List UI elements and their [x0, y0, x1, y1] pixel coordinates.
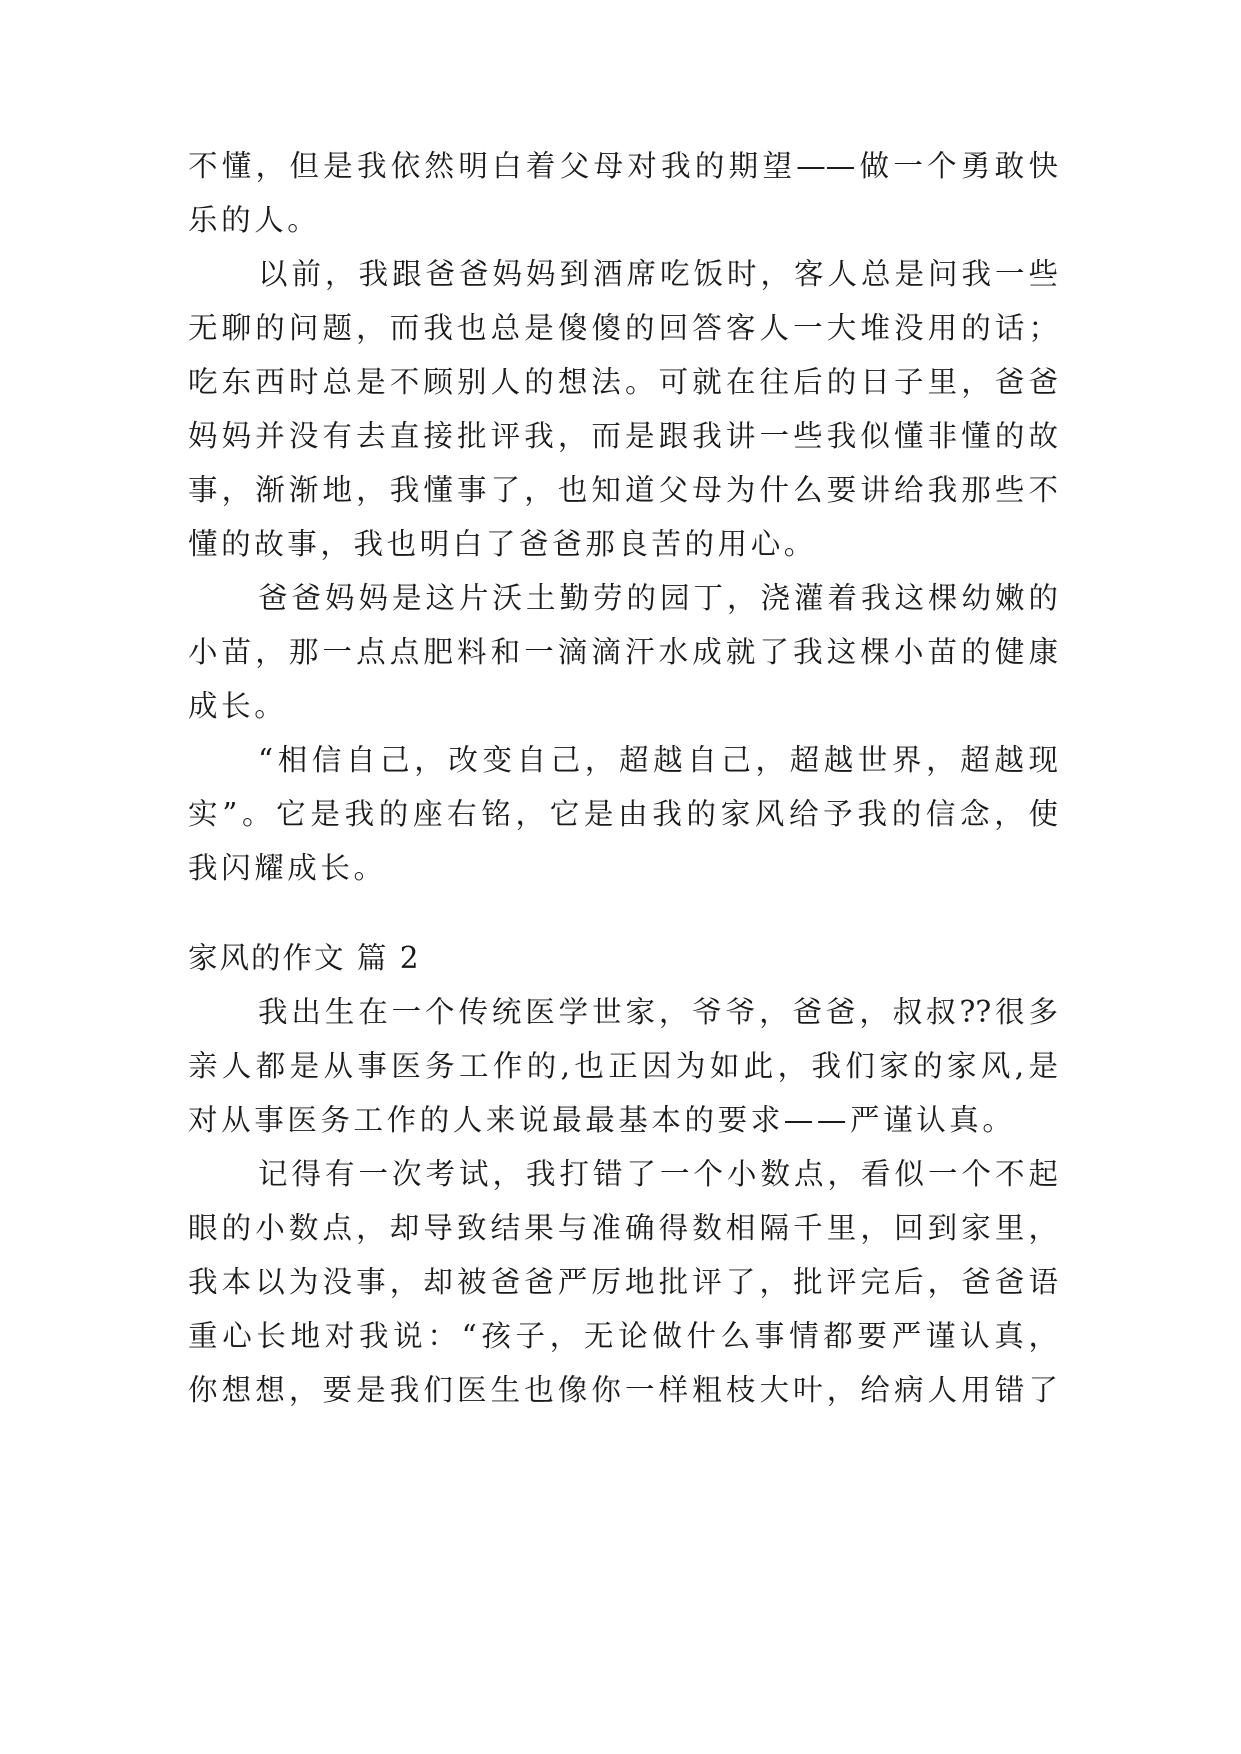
- text-line: 实”。它是我的座右铭，它是由我的家风给予我的信念，使: [188, 797, 1058, 831]
- text-line: 记得有一次考试，我打错了一个小数点，看似一个不起: [258, 1157, 1058, 1191]
- text-line: 成长。: [188, 689, 288, 723]
- text-line: 小苗，那一点点肥料和一滴滴汗水成就了我这棵小苗的健康: [188, 635, 1058, 669]
- text-line: 吃东西时总是不顾别人的想法。可就在往后的日子里，爸爸: [188, 365, 1058, 399]
- text-line: 对从事医务工作的人来说最最基本的要求——严谨认真。: [188, 1103, 1016, 1137]
- text-line: 眼的小数点，却导致结果与准确得数相隔千里，回到家里，: [188, 1211, 1058, 1245]
- text-line: 我出生在一个传统医学世家，爷爷，爸爸，叔叔??很多: [258, 995, 1058, 1029]
- text-line: 无聊的问题，而我也总是傻傻的回答客人一大堆没用的话；: [188, 311, 1058, 345]
- text-line: 事，渐渐地，我懂事了，也知道父母为什么要讲给我那些不: [188, 473, 1058, 507]
- text-line: 重心长地对我说：“孩子，无论做什么事情都要严谨认真，: [188, 1319, 1058, 1353]
- text-line: 以前，我跟爸爸妈妈到酒席吃饭时，客人总是问我一些: [258, 257, 1058, 291]
- section-heading: 家风的作文 篇 2: [188, 941, 421, 975]
- text-line: “相信自己，改变自己，超越自己，超越世界，超越现: [258, 743, 1058, 777]
- text-line: 妈妈并没有去直接批评我，而是跟我讲一些我似懂非懂的故: [188, 419, 1058, 453]
- text-line: 我本以为没事，却被爸爸严厉地批评了，批评完后，爸爸语: [188, 1265, 1058, 1299]
- text-line: 你想想，要是我们医生也像你一样粗枝大叶，给病人用错了: [188, 1373, 1058, 1407]
- text-line: 亲人都是从事医务工作的,也正因为如此，我们家的家风,是: [188, 1049, 1058, 1083]
- text-line: 不懂，但是我依然明白着父母对我的期望——做一个勇敢快: [188, 149, 1058, 183]
- text-line: 乐的人。: [188, 203, 321, 237]
- text-line: 我闪耀成长。: [188, 851, 387, 885]
- text-line: 懂的故事，我也明白了爸爸那良苦的用心。: [188, 527, 817, 561]
- text-line: 爸爸妈妈是这片沃土勤劳的园丁，浇灌着我这棵幼嫩的: [258, 581, 1058, 615]
